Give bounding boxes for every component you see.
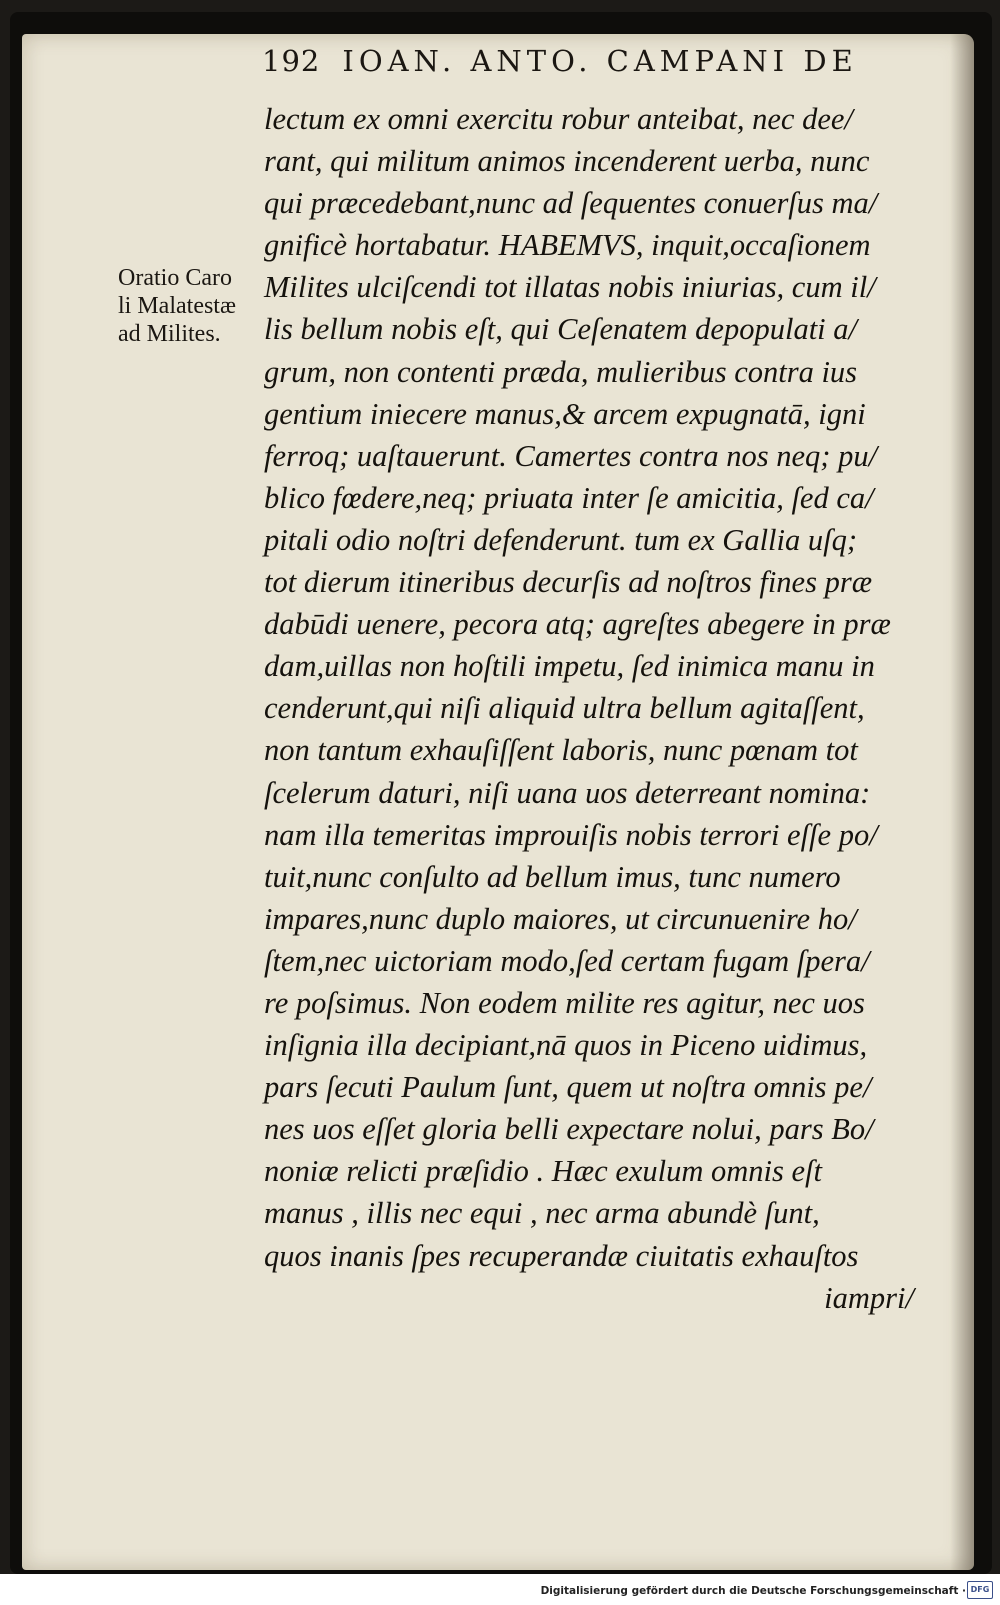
text-line: Milites ulciſcendi tot illatas nobis iniurias, cum il/ [264, 270, 876, 305]
text-line: gentium iniecere manus,& arcem expugnatā, igni [264, 396, 866, 431]
text-line: non tantum exhauſiſſent laboris, nunc pœnam tot [264, 733, 858, 768]
catchword: iampri/ [824, 1280, 914, 1315]
text-line: re poſsimus. Non eodem milite res agitur, nec uos [264, 985, 865, 1020]
text-line: manus , illis nec equi , nec arma abundè ſunt, [264, 1196, 820, 1231]
text-line: lis bellum nobis eſt, qui Ceſenatem depopulati a/ [264, 312, 857, 347]
text-line: ſcelerum daturi, niſi uana uos deterreant nomina: [264, 775, 871, 810]
marginal-note [118, 264, 268, 348]
gutter-shadow [950, 34, 974, 1570]
digitization-footer [0, 1574, 1000, 1605]
text-line: tuit,nunc conſulto ad bellum imus, tunc numero [264, 859, 841, 894]
text-line: impares,nunc duplo maiores, ut circunuenire ho/ [264, 901, 857, 936]
text-line: quos inanis ſpes recuperandæ ciuitatis exhauſtos [264, 1238, 859, 1273]
text-line: nes uos eſſet gloria belli expectare nolui, pars Bo/ [264, 1112, 874, 1147]
text-line: qui præcedebant,nunc ad ſequentes conuerſus ma/ [264, 186, 878, 221]
text-line: tot dierum itineribus decurſis ad noſtros fines præ [264, 565, 873, 600]
running-title: IOAN. ANTO. CAMPANI DE [342, 44, 858, 78]
marginal-note-line: ad Milites. [118, 321, 221, 347]
text-line: pars ſecuti Paulum ſunt, quem ut noſtra omnis pe/ [264, 1070, 872, 1105]
marginal-note-line: Oratio Caro [118, 265, 232, 291]
text-line: dabūdi uenere, pecora atq; agreſtes abegere in præ [264, 607, 891, 642]
text-line: noniæ relicti præſidio . Hæc exulum omnis eſt [264, 1154, 822, 1189]
text-line: gnificè hortabatur. HABEMVS, inquit,occaſionem [264, 228, 871, 263]
text-line: rant, qui militum animos incenderent uerba, nunc [264, 144, 870, 179]
funding-credit: Digitalisierung gefördert durch die Deutsche Forschungsgemeinschaft · [540, 1585, 966, 1597]
text-line: nam illa temeritas improuiſis nobis terrori eſſe po/ [264, 817, 878, 852]
page-number: 192 [262, 44, 321, 78]
running-head [262, 44, 862, 78]
text-line: cenderunt,qui niſi aliquid ultra bellum agitaſſent, [264, 691, 865, 726]
text-line: inſignia illa decipiant,nā quos in Piceno uidimus, [264, 1028, 868, 1063]
text-line: lectum ex omni exercitu robur anteibat, nec dee/ [264, 102, 853, 136]
text-line: pitali odio noſtri defenderunt. tum ex Gallia uſq; [264, 522, 857, 557]
body-text [264, 98, 914, 1319]
marginal-note-line: li Malatestæ [118, 293, 236, 319]
text-line: ferroq; uaſtauerunt. Camertes contra nos neq; pu/ [264, 438, 878, 473]
text-line: ſtem,nec uictoriam modo,ſed certam fugam ſpera/ [264, 943, 870, 978]
text-line: grum, non contenti præda, mulieribus contra ius [264, 354, 858, 389]
text-line: blico fœdere,neq; priuata inter ſe amicitia, ſed ca/ [264, 480, 874, 515]
text-line: dam,uillas non hoſtili impetu, ſed inimica manu in [264, 649, 875, 684]
dfg-logo-icon: DFG [967, 1581, 993, 1599]
